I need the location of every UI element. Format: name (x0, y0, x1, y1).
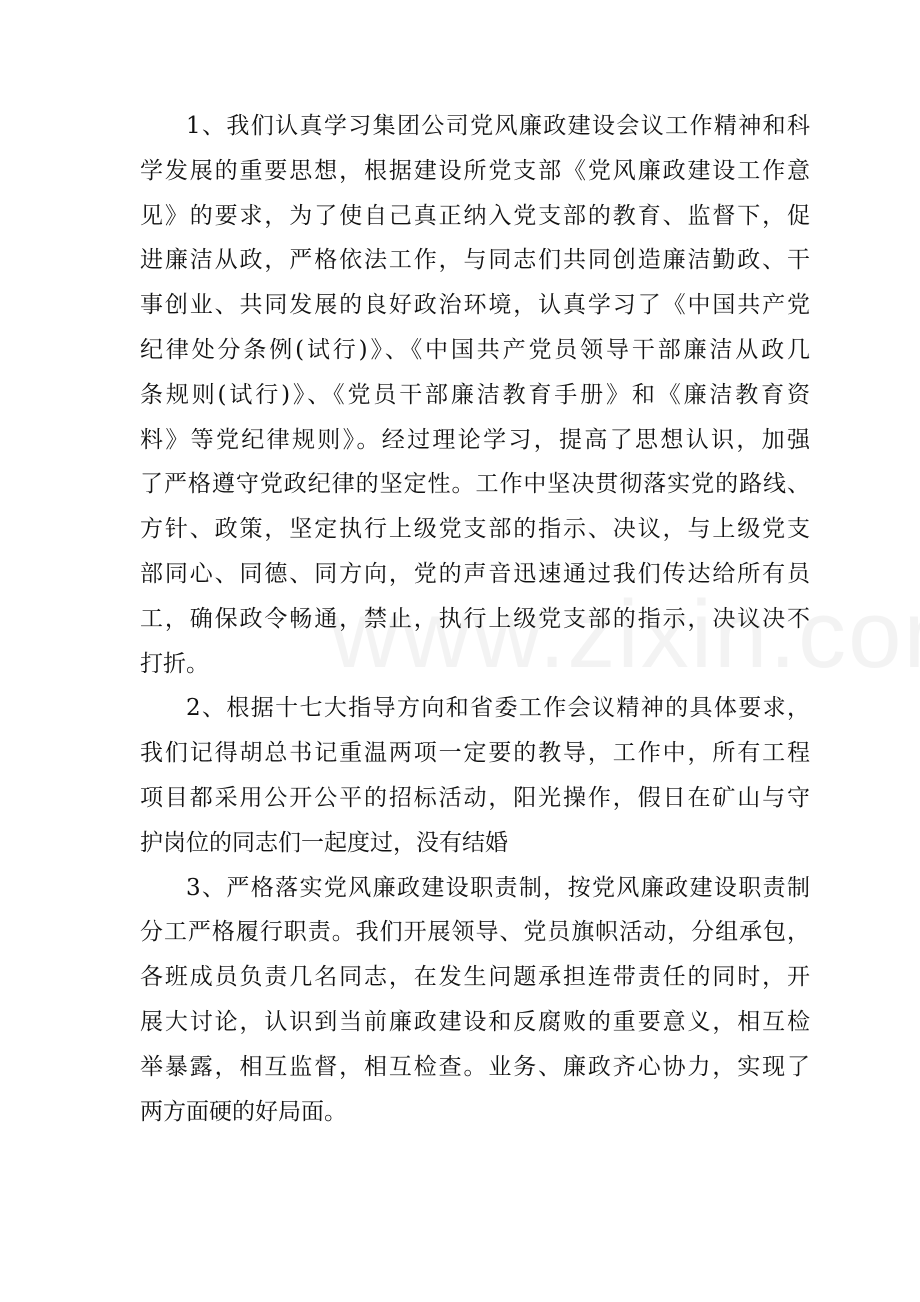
paragraph-2 (140, 686, 810, 865)
text-line: 1、我们认真学习集团公司党风廉政建设会议工作精神和科 (186, 113, 810, 139)
document-body (140, 104, 810, 1134)
text-line: 条规则(试行)》、《党员干部廉洁教育手册》和《廉洁教育资 (140, 381, 810, 408)
text-line: 展大讨论，认识到当前廉政建设和反腐败的重要意义，相互检 (140, 1008, 810, 1035)
text-line: 我们记得胡总书记重温两项一定要的教导，工作中，所有工程 (140, 740, 810, 767)
text-line: 分工严格履行职责。我们开展领导、党员旗帜活动，分组承包， (140, 919, 810, 946)
text-line: 事创业、共同发展的良好政治环境，认真学习了《中国共产党 (140, 292, 810, 319)
text-line: 进廉洁从政，严格依法工作，与同志们共同创造廉洁勤政、干 (140, 247, 810, 274)
text-line: 工，确保政令畅通，禁止，执行上级党支部的指示，决议决不 (140, 605, 810, 632)
paragraph-3 (140, 866, 810, 1135)
text-line: 打折。 (140, 650, 209, 677)
text-line: 各班成员负责几名同志，在发生问题承担连带责任的同时，开 (140, 964, 810, 991)
text-line: 方针、政策，坚定执行上级党支部的指示、决议，与上级党支 (140, 516, 810, 543)
text-line: 项目都采用公开公平的招标活动，阳光操作，假日在矿山与守 (140, 784, 810, 811)
text-line: 护岗位的同志们一起度过，没有结婚 (140, 829, 508, 856)
text-line: 部同心、同德、同方向，党的声音迅速通过我们传达给所有员 (140, 560, 810, 587)
text-line: 两方面硬的好局面。 (140, 1098, 347, 1125)
text-line: 了严格遵守党政纪律的坚定性。工作中坚决贯彻落实党的路线、 (140, 471, 810, 498)
text-line: 2、根据十七大指导方向和省委工作会议精神的具体要求， (186, 695, 810, 722)
text-line: 料》等党纪律规则》。经过理论学习，提高了思想认识，加强 (140, 426, 810, 453)
text-line: 学发展的重要思想，根据建设所党支部《党风廉政建设工作意 (140, 157, 810, 184)
text-line: 见》的要求，为了使自己真正纳入党支部的教育、监督下，促 (140, 202, 810, 229)
text-line: 举暴露，相互监督，相互检查。业务、廉政齐心协力，实现了 (140, 1053, 810, 1080)
text-line: 纪律处分条例(试行)》、《中国共产党员领导干部廉洁从政几 (140, 336, 810, 363)
text-line: 3、严格落实党风廉政建设职责制，按党风廉政建设职责制 (186, 874, 810, 901)
paragraph-1 (140, 104, 810, 686)
